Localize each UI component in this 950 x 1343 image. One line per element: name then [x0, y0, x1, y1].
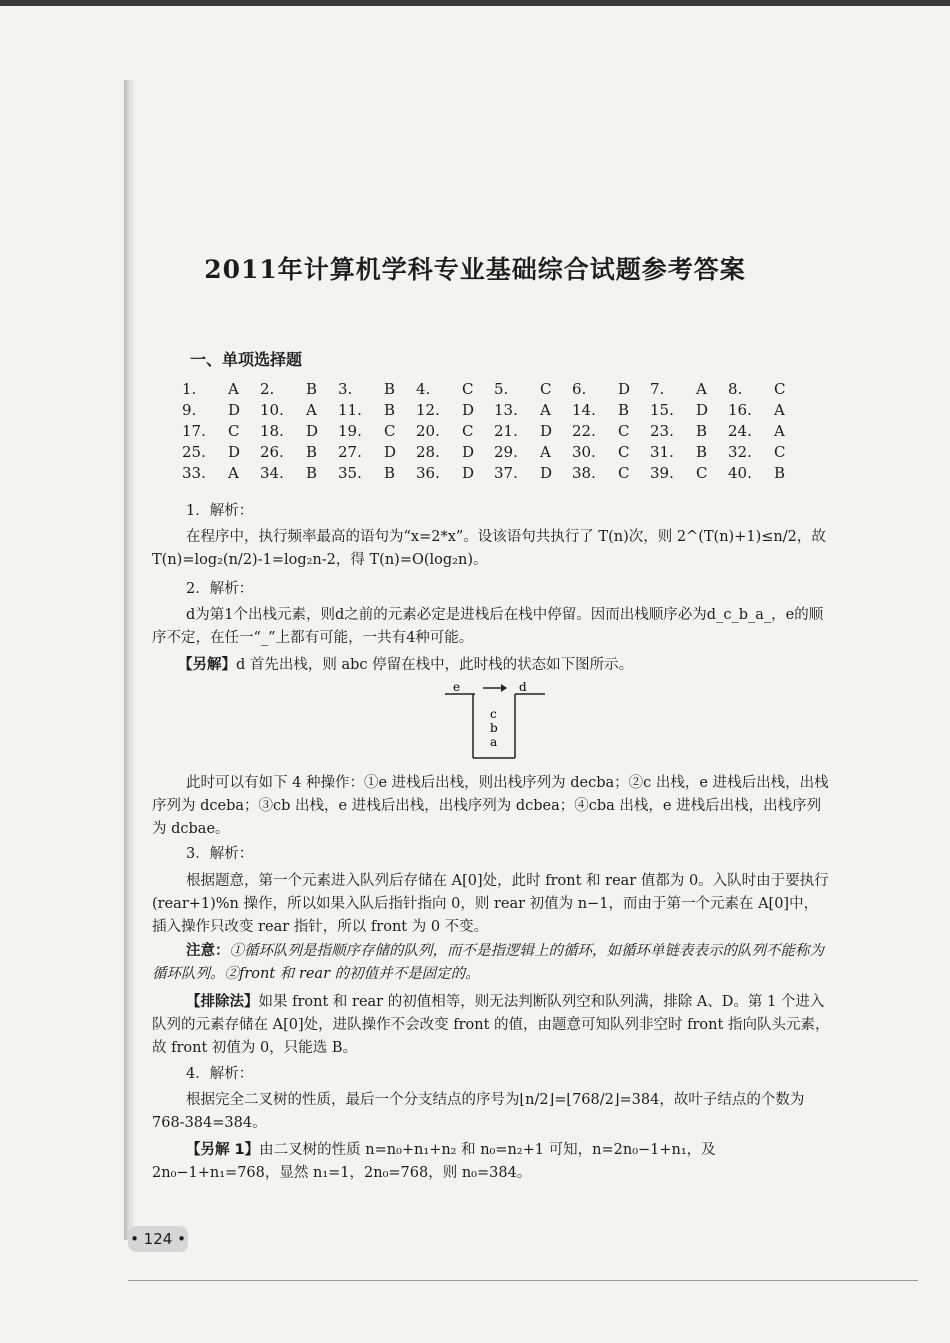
answer-cell	[338, 442, 416, 463]
answer-choice: D	[306, 422, 319, 440]
answer-cell	[338, 463, 416, 484]
answer-cell	[572, 400, 650, 421]
answer-choice: D	[540, 464, 553, 482]
answer-number: 13.	[494, 401, 518, 419]
answer-row	[182, 379, 806, 400]
q3-exclude-label: 【排除法】	[186, 994, 259, 1010]
answer-cell	[416, 463, 494, 484]
answer-choice: B	[696, 422, 708, 440]
q3-note-label: 注意：	[186, 943, 230, 959]
answer-cell	[572, 379, 650, 400]
answer-number: 32.	[728, 443, 752, 461]
q2-alt-paragraph	[178, 654, 832, 677]
answer-choice: D	[228, 443, 241, 461]
answer-choice: C	[774, 380, 786, 398]
answer-choice: D	[618, 380, 631, 398]
answer-choice: A	[774, 422, 785, 440]
answer-choice: D	[696, 401, 709, 419]
answer-number: 11.	[338, 401, 362, 419]
answer-number: 37.	[494, 464, 518, 482]
answer-cell	[494, 442, 572, 463]
answer-number: 38.	[572, 464, 596, 482]
q1-text: 在程序中，执行频率最高的语句为“x=2*x”。设该语句共执行了 T(n)次，则 2^(T(n)+1)≤n/2，故 T(n)=log₂(n/2)-1=log₂n-2，得 T(n)=O(log₂n)。	[152, 529, 826, 568]
q2-heading: 2．解析：	[186, 581, 254, 597]
answer-number: 9.	[182, 401, 197, 419]
answer-number: 28.	[416, 443, 440, 461]
answer-choice: A	[774, 401, 785, 419]
answer-choice: D	[540, 422, 553, 440]
q4-alt-text: 由二叉树的性质 n=n₀+n₁+n₂ 和 n₀=n₂+1 可知，n=2n₀−1+n₁，及 2n₀−1+n₁=768，显然 n₁=1，2n₀=768，则 n₀=384。	[152, 1142, 716, 1181]
answer-number: 23.	[650, 422, 674, 440]
q4-alt-label: 【另解 1】	[186, 1142, 260, 1158]
answer-cell	[338, 379, 416, 400]
answer-cell	[182, 442, 260, 463]
answer-choice: D	[228, 401, 241, 419]
answer-row	[182, 400, 806, 421]
answer-choice: C	[618, 443, 630, 461]
answer-cell	[260, 400, 338, 421]
answer-cell	[728, 421, 806, 442]
q3-note-text: ①循环队列是指顺序存储的队列，而不是指逻辑上的循环，如循环单链表表示的队列不能称为循环队列。②front 和 rear 的初值并不是固定的。	[152, 943, 824, 982]
answer-number: 15.	[650, 401, 674, 419]
answer-number: 25.	[182, 443, 206, 461]
answer-number: 36.	[416, 464, 440, 482]
answer-choice: B	[306, 464, 318, 482]
answer-choice: D	[462, 401, 475, 419]
answer-cell	[572, 442, 650, 463]
answer-cell	[338, 421, 416, 442]
q2-alt-text: d 首先出栈，则 abc 停留在栈中，此时栈的状态如下图所示。	[236, 657, 634, 673]
answer-number: 26.	[260, 443, 284, 461]
q3-text: 根据题意，第一个元素进入队列后存储在 A[0]处，此时 front 和 rear 值都为 0。入队时由于要执行(rear+1)%n 操作，所以如果入队后指针指向 0，则 rear 初值为 n−1，而由于第一个元素在 A[0]中，插入操作只改变 rear 指针，所以 front 为 0 不变。	[152, 873, 829, 935]
answer-number: 27.	[338, 443, 362, 461]
q2-after: 此时可以有如下 4 种操作：①e 进栈后出栈，则出栈序列为 decba；②c 出栈，e 进栈后出栈，出栈序列为 dceba；③cb 出栈，e 进栈后出栈，出栈序列为 dcbea；④cba 出栈，e 进栈后出栈，出栈序列为 dcbae。	[152, 775, 829, 837]
answer-number: 17.	[182, 422, 206, 440]
answer-cell	[182, 400, 260, 421]
answer-choice: A	[540, 443, 551, 461]
q3-exclude-text: 如果 front 和 rear 的初值相等，则无法判断队列空和队列满，排除 A、D。第 1 个进入队列的元素存储在 A[0]处，进队操作不会改变 front 的值，由题意可知队列非空时 front 指向队头元素，故 front 初值为 0，只能选 B。	[152, 994, 830, 1056]
answer-row	[182, 421, 806, 442]
answer-number: 3.	[338, 380, 353, 398]
answer-cell	[728, 400, 806, 421]
answer-number: 2.	[260, 380, 275, 398]
answer-choice: B	[306, 443, 318, 461]
answer-grid	[182, 379, 806, 484]
stack-element: a	[490, 735, 498, 749]
answer-cell	[260, 442, 338, 463]
answer-number: 19.	[338, 422, 362, 440]
answer-cell	[416, 379, 494, 400]
answer-cell	[260, 463, 338, 484]
q4-text: 根据完全二叉树的性质，最后一个分支结点的序号为⌊n/2⌋=⌊768/2⌋=384，故叶子结点的个数为 768-384=384。	[152, 1092, 805, 1131]
answer-choice: D	[384, 443, 397, 461]
answer-number: 14.	[572, 401, 596, 419]
section-title: 一、单项选择题	[190, 350, 303, 369]
answer-cell	[572, 421, 650, 442]
answer-cell	[416, 421, 494, 442]
answer-cell	[494, 421, 572, 442]
answer-choice: B	[384, 464, 396, 482]
answer-number: 29.	[494, 443, 518, 461]
answer-cell	[260, 379, 338, 400]
answer-cell	[494, 400, 572, 421]
q2-alt-label: 【另解】	[178, 657, 236, 673]
answer-choice: C	[228, 422, 240, 440]
q3-exclude-paragraph	[152, 991, 832, 1060]
answer-choice: D	[462, 464, 475, 482]
answer-cell	[182, 463, 260, 484]
answer-number: 1.	[182, 380, 197, 398]
answer-number: 20.	[416, 422, 440, 440]
answer-choice: A	[228, 464, 239, 482]
answer-choice: B	[696, 443, 708, 461]
answer-number: 22.	[572, 422, 596, 440]
answer-choice: B	[384, 380, 396, 398]
answer-number: 39.	[650, 464, 674, 482]
page-title: 2011年计算机学科专业基础综合试题参考答案	[204, 255, 746, 284]
answer-choice: A	[228, 380, 239, 398]
answer-number: 8.	[728, 380, 743, 398]
answer-cell	[260, 421, 338, 442]
answer-cell	[650, 379, 728, 400]
stack-element: b	[490, 721, 498, 735]
q1-heading: 1．解析：	[186, 503, 254, 519]
answer-cell	[728, 442, 806, 463]
answer-choice: B	[384, 401, 396, 419]
answer-cell	[650, 463, 728, 484]
answer-choice: C	[462, 380, 474, 398]
answer-choice: B	[774, 464, 786, 482]
answer-number: 18.	[260, 422, 284, 440]
answer-choice: C	[618, 422, 630, 440]
answer-number: 6.	[572, 380, 587, 398]
answer-choice: D	[462, 443, 475, 461]
answer-cell	[182, 379, 260, 400]
answer-cell	[728, 463, 806, 484]
answer-choice: B	[618, 401, 630, 419]
answer-row	[182, 463, 806, 484]
q3-note-paragraph	[152, 940, 832, 986]
answer-choice: C	[462, 422, 474, 440]
answer-choice: C	[384, 422, 396, 440]
answer-number: 34.	[260, 464, 284, 482]
answer-cell	[650, 400, 728, 421]
answer-number: 7.	[650, 380, 665, 398]
answer-number: 16.	[728, 401, 752, 419]
answer-number: 21.	[494, 422, 518, 440]
answer-cell	[182, 421, 260, 442]
answer-cell	[494, 463, 572, 484]
answer-choice: A	[696, 380, 707, 398]
answer-choice: C	[618, 464, 630, 482]
q2-text: d为第1个出栈元素，则d之前的元素必定是进栈后在栈中停留。因而出栈顺序必为d_c_b_a_，e的顺序不定，在任一“_”上都有可能，一共有4种可能。	[152, 607, 824, 646]
answer-choice: A	[540, 401, 551, 419]
answer-number: 40.	[728, 464, 752, 482]
answer-number: 5.	[494, 380, 509, 398]
answer-number: 24.	[728, 422, 752, 440]
footer-divider	[128, 1280, 918, 1281]
stack-diagram	[445, 680, 545, 760]
answer-choice: C	[696, 464, 708, 482]
answer-number: 30.	[572, 443, 596, 461]
q4-alt-paragraph	[152, 1139, 832, 1185]
answer-choice: C	[540, 380, 552, 398]
answer-number: 4.	[416, 380, 431, 398]
answer-choice: B	[306, 380, 318, 398]
answer-number: 35.	[338, 464, 362, 482]
answer-cell	[572, 463, 650, 484]
fig-out-label: d	[519, 680, 527, 694]
answer-row	[182, 442, 806, 463]
answer-cell	[416, 442, 494, 463]
q4-heading: 4．解析：	[186, 1066, 254, 1082]
answer-number: 12.	[416, 401, 440, 419]
stack-element: c	[490, 707, 497, 721]
answer-number: 33.	[182, 464, 206, 482]
answer-cell	[416, 400, 494, 421]
answer-choice: A	[306, 401, 317, 419]
answer-cell	[494, 379, 572, 400]
answer-choice: C	[774, 443, 786, 461]
fig-in-label: e	[453, 680, 461, 694]
answer-number: 31.	[650, 443, 674, 461]
answer-cell	[338, 400, 416, 421]
answer-number: 10.	[260, 401, 284, 419]
answer-cell	[650, 421, 728, 442]
answer-cell	[728, 379, 806, 400]
page-number: • 124 •	[128, 1226, 188, 1252]
answer-cell	[650, 442, 728, 463]
q3-heading: 3．解析：	[186, 846, 254, 862]
